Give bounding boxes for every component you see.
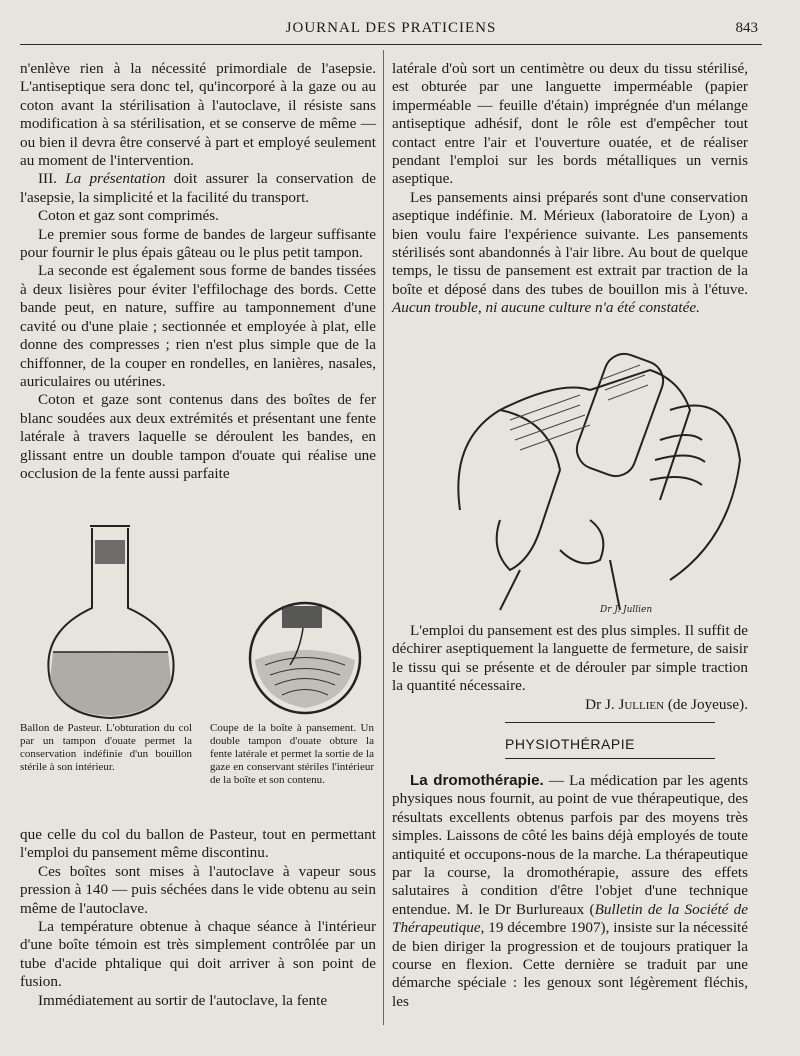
caption-pasteur-flask: Ballon de Pasteur. L'obturation du col par un tampon d'ouate permet la conservation indéfinie d'un bouillon stérile à son intérieur.: [20, 722, 192, 773]
sig-prefix: Dr: [585, 695, 602, 713]
drawing: [440, 320, 760, 620]
paragraph: latérale d'où sort un centimètre ou deux du tissu stérilisé, est obturée par une languette imperméable (papier imperméable — feuille d'étain) imprégnée d'un mélange antiseptique adhésif, dont le rôle est d'empêcher tout contact entre l'air et l'ouverture ouatée, et de réaliser pendant l'emploi sur les bords métalliques un vernis aseptique.: [392, 60, 748, 188]
paragraph: L'emploi du pansement est des plus simples. Il suffit de déchirer aseptiquement la languette de fermeture, de saisir le tissu qui se présente et de dérouler par simple traction la quantité nécessaire.: [392, 622, 748, 695]
right-column-bottom: [392, 772, 748, 1011]
running-header: [20, 18, 762, 45]
paragraph: n'enlève rien à la nécessité primordiale de l'asepsie. L'antiseptique sera donc tel, qu'incorporé à la gaze ou au coton avant la stérilisation à l'autoclave, il résiste sans modification à sa stérilisation, et se conserve de même — ou bien il devra être conservé à part et employé seulement au moment de l'intervention.: [20, 60, 376, 170]
left-column-top: [20, 60, 376, 483]
paragraph: Immédiatement au sortir de l'autoclave, la fente: [38, 991, 328, 1009]
hand-dressing-illustration: [440, 320, 760, 620]
artist-signature: Dr J. Jullien: [600, 605, 653, 615]
author-signature: [392, 696, 748, 714]
caption-dressing-box: Coupe de la boîte à pansement. Un double tampon d'ouate obture la fente latérale et permet la sortie de la gaze en conservant stériles l'intérieur de la boîte et son contenu.: [210, 722, 374, 786]
paragraph: Ces boîtes sont mises à l'autoclave à vapeur sous pression à 140 — puis séchées dans le vide obtenu au sein même de l'autoclave.: [20, 862, 376, 917]
paragraph: [392, 189, 748, 318]
sig-name: J. Jullien: [604, 695, 665, 713]
figure-row: [20, 520, 380, 820]
page-number: 843: [735, 20, 758, 36]
column-divider: [383, 50, 384, 1025]
text: Les pansements ainsi préparés sont d'une conservation aseptique indéfinie. M. Mérieux (laboratoire de Lyon) a bien voulu faire l'expérience suivante. Les pansements stérilisés sont abandonnés à l'air libre. Au bout de quelque temps, le tissu de pansement est extrait par traction de la boîte et déposé dans des tubes de bouillon mis à l'étuve.: [392, 188, 748, 298]
paragraph: [20, 170, 376, 207]
paragraph: Coton et gaze sont contenus dans des boîtes de fer blanc soudées aux deux extrémités et présentant une fente latérale à travers laquelle se déroulent les bandes, en glissant entre un double tampon d'ouate qui réalise une occlusion de la fente aussi parfaite: [20, 391, 376, 482]
section-rule-top: [505, 722, 715, 723]
pasteur-flask-figure: [20, 520, 380, 720]
right-column-middle: [392, 622, 748, 714]
paragraph: que celle du col du ballon de Pasteur, tout en permettant l'emploi du pansement même discontinu.: [20, 826, 376, 862]
text: doit assurer la conservation de l'asepsie, la simplicité et la facilité du transport.: [20, 170, 376, 206]
section-rule-bottom: [505, 758, 715, 759]
emphasis: La présentation: [65, 170, 166, 188]
article-lead: La dromothérapie.: [410, 772, 544, 789]
journal-title: JOURNAL DES PRATICIENS: [285, 20, 497, 36]
left-column-bottom: [20, 826, 376, 1010]
emphasis: Aucun trouble, ni aucune culture n'a été constatée.: [392, 299, 700, 317]
section-title: PHYSIOTHÉRAPIE: [505, 736, 635, 752]
paragraph: Le premier sous forme de bandes de largeur suffisante pour fournir le plus épais gâteau ou le plus petit tampon.: [20, 225, 376, 262]
text: , 19 décembre 1907), insiste sur la nécessité de bien diriger la progression et de toujours pratiquer la course en flexion. Cette dernière se traduit par une démarche spéciale : les genoux sont légèrement fléchis, les: [392, 919, 748, 1010]
section-number: III.: [38, 170, 57, 188]
paragraph: La température obtenue à chaque séance à l'intérieur d'une boîte témoin est très simplement contrôlée par un tube d'acide phtalique qui doit arriver à son point de fusion.: [20, 918, 376, 991]
paragraph: La seconde est également sous forme de bandes tissées à deux lisières pour éviter l'effilochage des bords. Cette bande peut, en nature, suffire au tamponnement d'une cavité ou d'une plaie ; sectionnée et employée à plat, elle donne des compresses ; rien n'est plus simple que de la chiffonner, de la couper en rondelles, en lanières, nasales, auriculaires ou utérines.: [20, 262, 376, 390]
text: — La médication par les agents physiques nous fournit, au point de vue thérapeutique, des résultats excellents obtenus parfois par des moyens très simples. Laissons de côté les bains déjà employés de toute antiquité et occupons-nous de la marche. La thérapeutique par la course, la dromothérapie, assure des effets salutaires à condition d'être l'objet d'une technique entendue. M. le Dr Burlureaux (: [392, 772, 748, 918]
paragraph: [392, 772, 748, 1011]
sig-suffix: (de Joyeuse).: [664, 695, 748, 713]
right-column-top: [392, 60, 748, 318]
paragraph: Coton et gaz sont comprimés.: [38, 207, 219, 225]
citation: Bulletin de la Société de Thérapeutique: [392, 900, 748, 937]
